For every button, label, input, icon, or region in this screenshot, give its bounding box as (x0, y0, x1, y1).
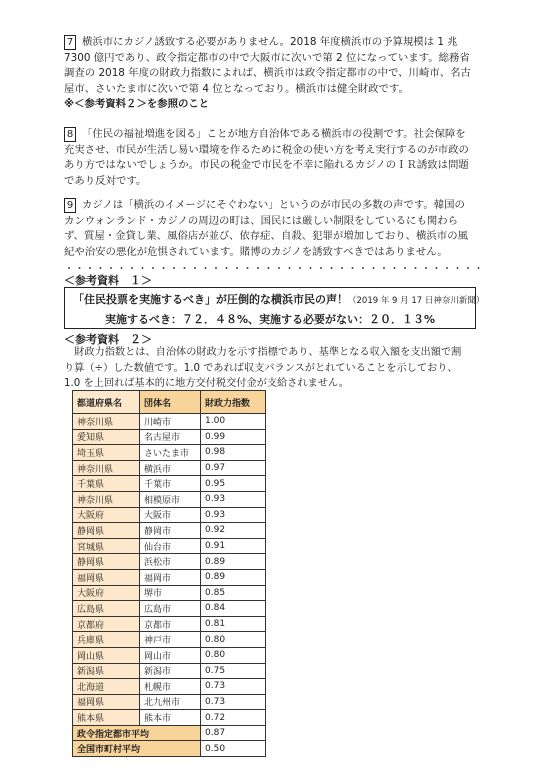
desc-line: 財政力指数とは、自治体の財政力を示す指標であり、基準となる収入額を支出額で割 (64, 347, 462, 358)
cell-index: 0.81 (201, 616, 266, 632)
cell-index: 0.85 (201, 585, 266, 601)
cell-index: 0.89 (201, 569, 266, 585)
table-row (73, 679, 266, 695)
cell-entity: 京都市 (140, 616, 201, 632)
cell-entity: 相模原市 (140, 491, 201, 507)
cell-index: 0.98 (201, 445, 266, 461)
cell-prefecture: 埼玉県 (73, 445, 140, 461)
header-entity: 団体名 (140, 391, 201, 414)
summary-label: 全国市町村平均 (73, 741, 201, 757)
cell-prefecture: 新潟県 (73, 663, 140, 679)
table-row (73, 491, 266, 507)
section-number: 7 (64, 35, 76, 50)
cell-entity: 横浜市 (140, 460, 201, 476)
section-text-line: ず、質屋・金貸し業、風俗店が並び、依存症、自殺、犯罪が増加しており、横浜市の風 (64, 230, 468, 243)
cell-prefecture: 千葉県 (73, 476, 140, 492)
cell-entity: 浜松市 (140, 554, 201, 570)
cell-index: 0.80 (201, 647, 266, 663)
cell-prefecture: 福岡県 (73, 569, 140, 585)
ref1-box (64, 287, 485, 329)
table-row (73, 507, 266, 523)
section-text-line: カジノは「横浜のイメージにそぐわない」というのが市民の多数の声です。韓国の (82, 199, 465, 211)
cell-entity: 千葉市 (140, 476, 201, 492)
cell-entity: さいたま市 (140, 445, 201, 461)
section-text-line: 充実させ、市民が生活し易い環境を作るために税金の使い方を考え実行するのが市政の (64, 143, 469, 156)
cell-index: 0.84 (201, 601, 266, 617)
table-row (73, 632, 266, 648)
table-row (73, 710, 266, 726)
table-row (73, 460, 266, 476)
summary-row (73, 725, 266, 741)
section-9 (64, 198, 479, 260)
ref1-result: 実施するべき：７２．４８%、実施する必要がない：２０．１３% (104, 313, 436, 326)
table-row (73, 585, 266, 601)
table-row (73, 523, 266, 539)
table-header-row (73, 391, 266, 414)
table-row (73, 445, 266, 461)
table-row (73, 647, 266, 663)
section-text-line: カンウォンランド・カジノの周辺の町は、国民には厳しい制限をしているにも関わら (64, 214, 459, 227)
cell-entity: 札幌市 (140, 679, 201, 695)
desc-line: り算（÷）した数値です。1.0 であれば収支バランスがとれていることを示しており、 (64, 362, 458, 374)
summary-row (73, 741, 266, 757)
cell-prefecture: 大阪府 (73, 507, 140, 523)
cell-entity: 熊本市 (140, 710, 201, 726)
desc-line: 1.0 を上回れば基本的に地方交付税交付金が支給されません。 (64, 378, 349, 390)
cell-index: 0.73 (201, 694, 266, 710)
cell-prefecture: 神奈川県 (73, 491, 140, 507)
ref2-heading: ＜参考資料 ２＞ (64, 333, 152, 346)
cell-prefecture: 静岡県 (73, 554, 140, 570)
fiscal-index-table (72, 390, 266, 757)
cell-index: 0.91 (201, 538, 266, 554)
cell-prefecture: 大阪府 (73, 585, 140, 601)
header-prefecture: 都道府県名 (73, 391, 140, 414)
cell-index: 0.73 (201, 679, 266, 695)
cell-entity: 神戸市 (140, 632, 201, 648)
cell-index: 0.99 (201, 429, 266, 445)
cell-prefecture: 静岡県 (73, 523, 140, 539)
table-row (73, 616, 266, 632)
table-row (73, 569, 266, 585)
cell-prefecture: 熊本県 (73, 710, 140, 726)
cell-entity: 静岡市 (140, 523, 201, 539)
cell-entity: 広島市 (140, 601, 201, 617)
table-row (73, 554, 266, 570)
cell-index: 0.95 (201, 476, 266, 492)
cell-index: 0.97 (201, 460, 266, 476)
cell-prefecture: 兵庫県 (73, 632, 140, 648)
cell-entity: 岡山市 (140, 647, 201, 663)
cell-entity: 大阪市 (140, 507, 201, 523)
table-row (73, 429, 266, 445)
section-text-line: あり方ではないでしょうか。市民の税金で市民を不幸に陥れるカジノのＩＲ誘致は問題 (64, 159, 469, 172)
section-number: 8 (64, 127, 76, 142)
cell-index: 0.92 (201, 523, 266, 539)
cell-entity: 堺市 (140, 585, 201, 601)
cell-index: 0.75 (201, 663, 266, 679)
cell-index: 1.00 (201, 414, 266, 430)
cell-index: 0.72 (201, 710, 266, 726)
section-text-line: 紀や治安の悪化が危惧されています。賭博のカジノを誘致すべきではありません。 (64, 245, 448, 258)
cell-prefecture: 京都府 (73, 616, 140, 632)
table-row (73, 414, 266, 430)
ref2-description (64, 345, 482, 392)
ref1-source: （2019 年 9 月 17 日神奈川新聞） (348, 296, 485, 306)
table-row (73, 694, 266, 710)
cell-prefecture: 愛知県 (73, 429, 140, 445)
dotted-separator: ・・・・・・・・・・・・・・・・・・・・・・・・・・・・・・・・・・・・・・・・ (64, 264, 484, 275)
section-text-line: 7300 億円であり、政令指定都市の中で大阪市に次いで第 2 位になっています。総務省 (64, 51, 470, 64)
cell-entity: 福岡市 (140, 569, 201, 585)
summary-value: 0.87 (201, 725, 266, 741)
table-row (73, 601, 266, 617)
section-text-line: 屋市、さいたま市に次いで第 4 位となっており。横浜市は健全財政です。 (64, 82, 409, 95)
cell-index: 0.93 (201, 507, 266, 523)
ref1-heading: ＜参考資料 １＞ (64, 274, 152, 287)
table-row (73, 538, 266, 554)
section-7 (64, 35, 479, 113)
summary-label: 政令指定都市平均 (73, 725, 201, 741)
cell-index: 0.93 (201, 491, 266, 507)
section-note: ※＜参考資料２＞を参照のこと (64, 98, 210, 111)
cell-prefecture: 宮城県 (73, 538, 140, 554)
header-index: 財政力指数 (201, 391, 266, 414)
cell-index: 0.89 (201, 554, 266, 570)
cell-index: 0.80 (201, 632, 266, 648)
section-text-line: 横浜市にカジノ誘致する必要がありません。2018 年度横浜市の予算規模は 1 兆 (82, 36, 458, 48)
section-number: 9 (64, 198, 76, 213)
ref1-title: 「住民投票を実施するべき」が圧倒的な横浜市民の声！ (73, 293, 348, 306)
section-text-line: であり反対です。 (64, 174, 147, 187)
section-text-line: 「住民の福祉増進を図る」ことが地方自治体である横浜市の役割です。社会保障を (82, 128, 466, 140)
cell-prefecture: 北海道 (73, 679, 140, 695)
cell-entity: 北九州市 (140, 694, 201, 710)
cell-entity: 川崎市 (140, 414, 201, 430)
summary-value: 0.50 (201, 741, 266, 757)
cell-entity: 仙台市 (140, 538, 201, 554)
table-row (73, 663, 266, 679)
cell-entity: 名古屋市 (140, 429, 201, 445)
section-8 (64, 127, 479, 189)
cell-prefecture: 神奈川県 (73, 414, 140, 430)
cell-prefecture: 神奈川県 (73, 460, 140, 476)
cell-entity: 新潟市 (140, 663, 201, 679)
cell-prefecture: 福岡県 (73, 694, 140, 710)
section-text-line: 調査の 2018 年度の財政力指数によれば、横浜市は政令指定都市の中で、川崎市、名古 (64, 67, 471, 80)
table-row (73, 476, 266, 492)
cell-prefecture: 岡山県 (73, 647, 140, 663)
cell-prefecture: 広島県 (73, 601, 140, 617)
